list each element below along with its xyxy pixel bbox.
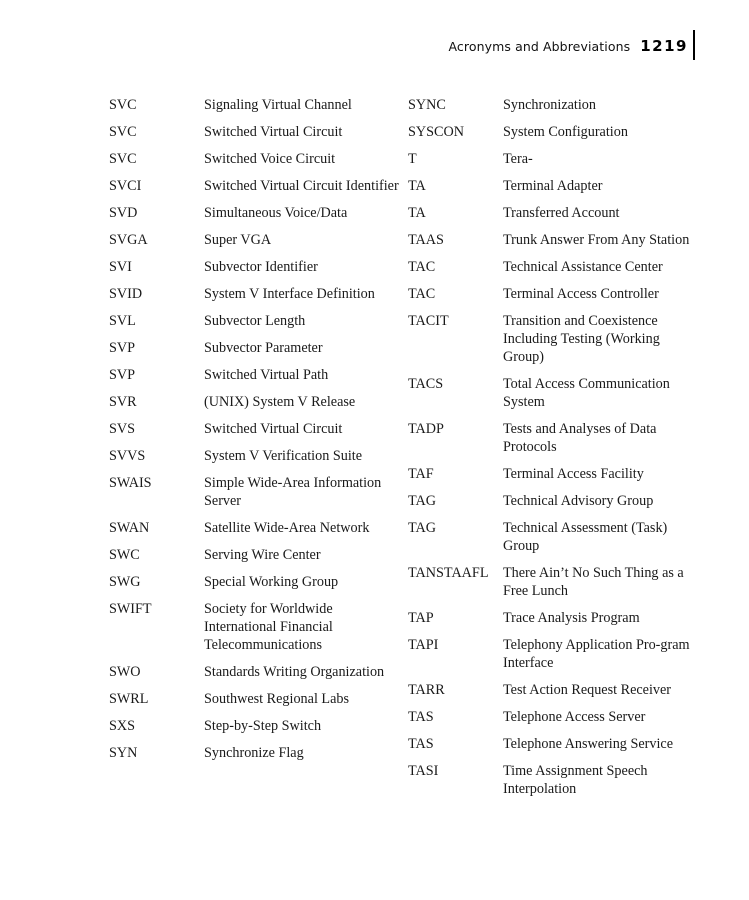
acronym: SWAIS [109,475,152,491]
definition: (UNIX) System V Release [204,394,356,410]
definition: Transferred Account [503,205,620,221]
acronym: SWC [109,547,140,563]
glossary-entry [408,420,698,456]
running-head [448,36,692,58]
running-title: Acronyms and Abbreviations [448,39,631,54]
definition: Subvector Length [204,313,306,329]
glossary-entry [109,447,399,465]
glossary-entry [408,609,698,627]
glossary-entry [109,519,399,537]
acronym: TAP [408,610,434,626]
acronym: SVL [109,313,136,329]
glossary-entry [408,681,698,699]
definition: System V Verification Suite [204,448,363,464]
definition: Technical Assessment (Task) Group [503,520,668,554]
definition: Terminal Adapter [503,178,603,194]
acronym: SVCI [109,178,142,194]
acronym: SYSCON [408,124,464,140]
definition: Signaling Virtual Channel [204,97,352,113]
glossary-entry [109,744,399,762]
definition: Special Working Group [204,574,339,590]
page-number: 1219 [640,37,688,55]
acronym: TAC [408,259,436,275]
glossary-entry [109,573,399,591]
glossary-entry [109,474,399,510]
acronym: TAAS [408,232,444,248]
definition: Satellite Wide-Area Network [204,520,370,536]
acronym: SWG [109,574,141,590]
glossary-entry [109,123,399,141]
glossary-entry [109,96,399,114]
definition: Switched Voice Circuit [204,151,336,167]
acronym: SVR [109,394,137,410]
glossary-entry [408,762,698,798]
glossary-entry [408,492,698,510]
glossary-entry [408,231,698,249]
glossary-entry [109,600,399,654]
acronym: SVC [109,151,137,167]
glossary-entry [109,150,399,168]
glossary-entry [109,285,399,303]
definition: Synchronization [503,97,596,113]
acronym: SYNC [408,97,446,113]
glossary-entry [109,366,399,384]
glossary-entry [408,150,698,168]
glossary-entry [408,96,698,114]
acronym: SWIFT [109,601,152,617]
glossary-entry [109,393,399,411]
acronym: SVD [109,205,138,221]
definition: Southwest Regional Labs [204,691,350,707]
definition: Step-by-Step Switch [204,718,322,734]
glossary-entry [408,312,698,366]
acronym: TANSTAAFL [408,565,489,581]
acronym: SVGA [109,232,148,248]
acronym: SVC [109,124,137,140]
glossary-entry [408,204,698,222]
glossary-entry [109,717,399,735]
header-rule [693,30,696,60]
glossary-entry [408,636,698,672]
definition: Switched Virtual Circuit Identifier [204,178,399,194]
acronym: SVP [109,367,136,383]
acronym: SWRL [109,691,149,707]
glossary-entry [109,312,399,330]
acronym: SVC [109,97,137,113]
definition: Trunk Answer From Any Station [503,232,690,248]
glossary-entry [109,420,399,438]
definition: Tests and Analyses of Data Protocols [503,421,657,455]
acronym: TA [408,205,426,221]
acronym: SWO [109,664,141,680]
acronym: SVS [109,421,136,437]
definition: Serving Wire Center [204,547,321,563]
definition: Terminal Access Facility [503,466,644,482]
definition: Test Action Request Receiver [503,682,672,698]
acronym: TAF [408,466,434,482]
definition: Subvector Identifier [204,259,318,275]
glossary-entry [408,258,698,276]
glossary-entry [408,564,698,600]
acronym: TACS [408,376,444,392]
definition: Trace Analysis Program [503,610,640,626]
glossary-entry [109,546,399,564]
definition: Super VGA [204,232,272,248]
acronym: SVI [109,259,132,275]
glossary-entry [408,465,698,483]
definition: Telephony Application Pro-gram Interface [503,637,690,671]
glossary-entry [109,690,399,708]
acronym: TAG [408,493,437,509]
glossary-entry [408,375,698,411]
definition: System V Interface Definition [204,286,375,302]
definition: Transition and Coexistence Including Testing (Working Group) [503,313,660,365]
acronym: TAS [408,736,434,752]
glossary-entry [109,231,399,249]
definition: Switched Virtual Circuit [204,124,343,140]
acronym: TASI [408,763,439,779]
definition: Tera- [503,151,533,167]
definition: Society for Worldwide International Financial Telecommunications [204,601,333,653]
left-column [109,96,399,771]
definition: There Ain’t No Such Thing as a Free Lunch [503,565,684,599]
acronym: T [408,151,417,167]
definition: Simple Wide-Area Information Server [204,475,382,509]
acronym: SVID [109,286,143,302]
acronym: SXS [109,718,136,734]
definition: Switched Virtual Circuit [204,421,343,437]
definition: System Configuration [503,124,628,140]
definition: Telephone Access Server [503,709,646,725]
glossary-entry [109,258,399,276]
acronym: SYN [109,745,138,761]
definition: Telephone Answering Service [503,736,673,752]
right-column [408,96,698,807]
definition: Switched Virtual Path [204,367,329,383]
glossary-entry [109,663,399,681]
glossary-entry [408,177,698,195]
glossary-entry [408,123,698,141]
acronym: SVP [109,340,136,356]
definition: Standards Writing Organization [204,664,385,680]
acronym: SVVS [109,448,146,464]
glossary-entry [408,285,698,303]
glossary-entry [408,735,698,753]
glossary-entry [109,177,399,195]
glossary-entry [109,204,399,222]
acronym: TAS [408,709,434,725]
definition: Time Assignment Speech Interpolation [503,763,648,797]
definition: Terminal Access Controller [503,286,659,302]
glossary-entry [408,519,698,555]
definition: Subvector Parameter [204,340,323,356]
glossary-entry [109,339,399,357]
acronym: TA [408,178,426,194]
acronym: TAC [408,286,436,302]
acronym: TAPI [408,637,439,653]
definition: Technical Assistance Center [503,259,663,275]
definition: Synchronize Flag [204,745,304,761]
acronym: TACIT [408,313,449,329]
acronym: TAG [408,520,437,536]
definition: Technical Advisory Group [503,493,654,509]
acronym: TADP [408,421,444,437]
definition: Simultaneous Voice/Data [204,205,348,221]
glossary-entry [408,708,698,726]
acronym: SWAN [109,520,150,536]
definition: Total Access Communication System [503,376,670,410]
acronym: TARR [408,682,445,698]
